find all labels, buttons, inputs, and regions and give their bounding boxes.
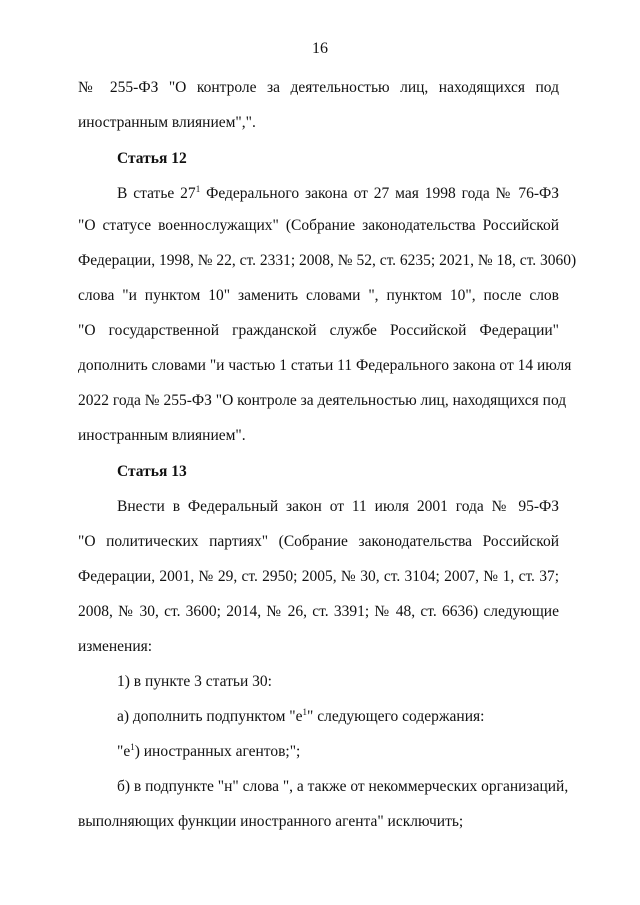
article-13-item-b-line-1: б) в подпункте "н" слова ", а также от некоммерческих организаций, bbox=[117, 778, 569, 795]
article-12-line-3: Федерации, 1998, № 22, ст. 2331; 2008, № 52, ст. 6235; 2021, № 18, ст. 3060) bbox=[78, 252, 577, 269]
article-13-line-3: Федерации, 2001, № 29, ст. 2950; 2005, № 30, ст. 3104; 2007, № 1, ст. 37; bbox=[78, 568, 559, 585]
article-13-line-4: 2008, № 30, ст. 3600; 2014, № 26, ст. 3391; № 48, ст. 6636) следующие bbox=[78, 603, 559, 620]
article-13-heading: Статья 13 bbox=[117, 463, 187, 480]
article-12-line-8: иностранным влиянием". bbox=[78, 427, 246, 444]
intro-line-1: № 255-ФЗ "О контроле за деятельностью лиц, находящихся под bbox=[78, 79, 559, 96]
article-12-heading: Статья 12 bbox=[117, 150, 187, 167]
intro-line-2: иностранным влиянием",". bbox=[78, 114, 256, 131]
article-12-line-5: "О государственной гражданской службе Российской Федерации" bbox=[78, 322, 559, 339]
article-13-item-1: 1) в пункте 3 статьи 30: bbox=[117, 673, 272, 690]
article-13-line-1: Внести в Федеральный закон от 11 июля 2001 года № 95-ФЗ bbox=[117, 498, 559, 515]
article-13-quote: "$е^1$) иностранных агентов;"; bbox=[117, 742, 301, 760]
article-13-line-2: "О политических партиях" (Собрание законодательства Российской bbox=[78, 533, 559, 550]
article-12-line-6: дополнить словами "и частью 1 статьи 11 Федерального закона от 14 июля bbox=[78, 357, 572, 374]
article-12-line-1: В статье $27^1$ Федерального закона от 27 мая 1998 года № 76-ФЗ bbox=[117, 184, 559, 202]
article-13-item-b-line-2: выполняющих функции иностранного агента" исключить; bbox=[78, 813, 464, 830]
article-13-item-a: а) дополнить подпунктом "$е^1$" следующего содержания: bbox=[117, 707, 485, 725]
page-number: 16 bbox=[312, 40, 328, 57]
article-12-line-2: "О статусе военнослужащих" (Собрание законодательства Российской bbox=[78, 217, 559, 234]
article-12-line-4: слова "и пунктом 10" заменить словами ", пунктом 10", после слов bbox=[78, 287, 559, 304]
article-12-line-7: 2022 года № 255-ФЗ "О контроле за деятельностью лиц, находящихся под bbox=[78, 392, 567, 409]
article-13-line-5: изменения: bbox=[78, 638, 153, 655]
